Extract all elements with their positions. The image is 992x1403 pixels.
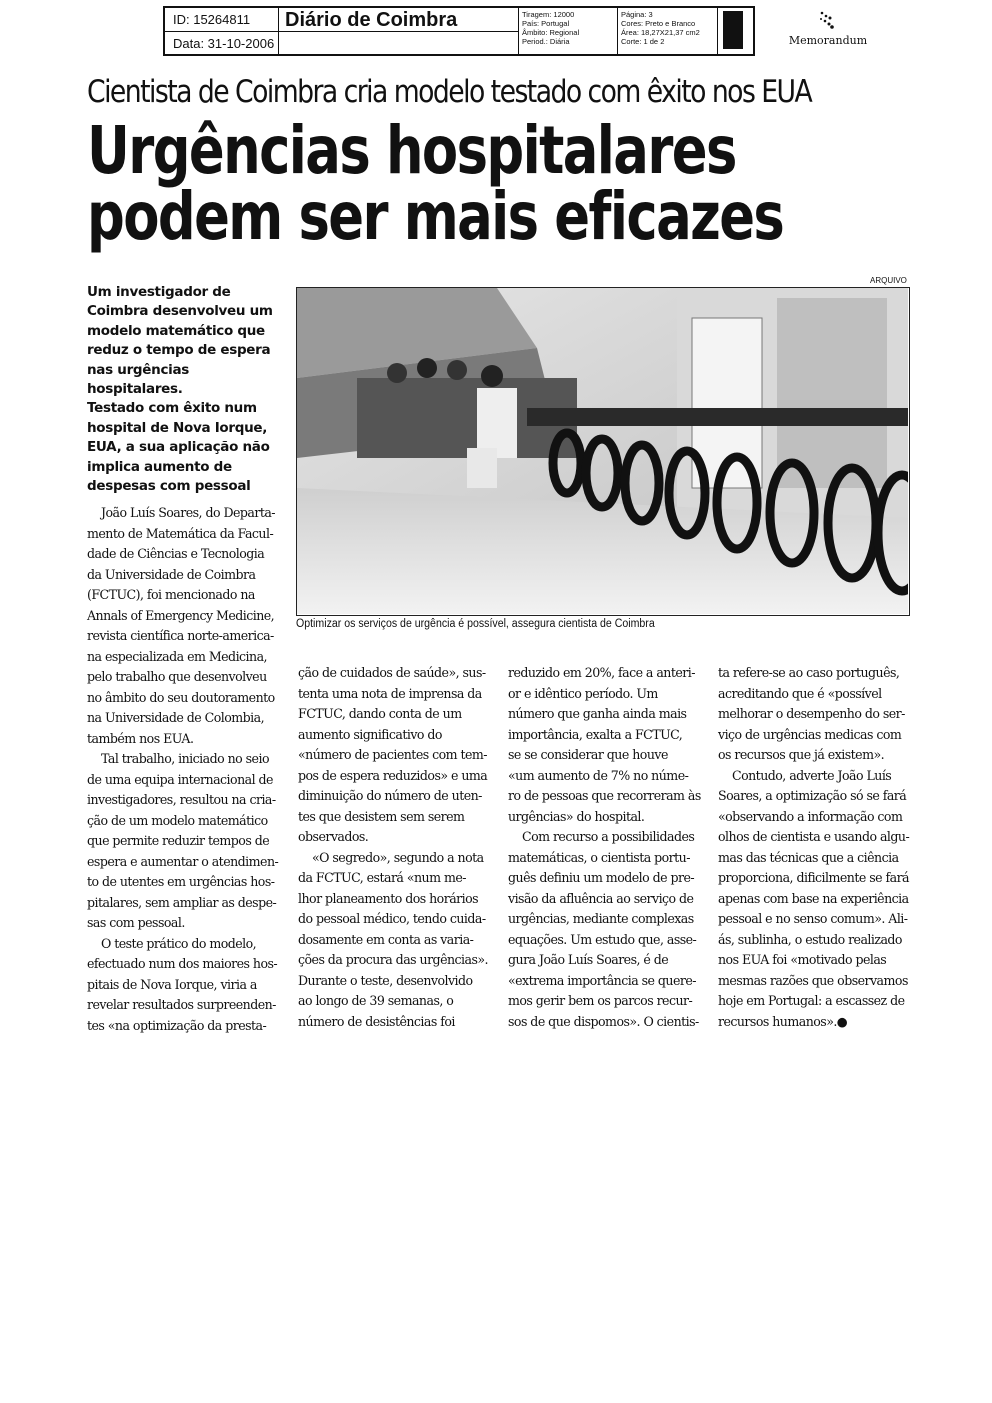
text-line: ás, sublinha, o estudo realizado (718, 931, 902, 947)
text-line: FCTUC, dando conta de um (298, 706, 462, 721)
text-line: apenas com base na experiência (718, 890, 909, 906)
logo-dots-icon (816, 10, 840, 32)
article-photo (296, 287, 910, 616)
text-line: nos EUA foi «motivado pelas (718, 952, 887, 967)
text-line: também nos EUA. (87, 730, 194, 746)
text-line: guês definiu um modelo de pre- (508, 870, 695, 885)
text-line: dosamente em conta as varia- (298, 931, 474, 947)
text-line: «extrema importância se quere- (508, 972, 696, 988)
text-line: Durante o teste, desenvolvido (298, 972, 473, 988)
cores: Cores: Preto e Branco (621, 19, 696, 28)
text-line: gura João Luís Soares, é de (508, 952, 669, 967)
text-line: mas das técnicas que a ciência (718, 849, 899, 865)
text-line: pessoal e no senso comum». Ali- (718, 911, 908, 926)
header-page-info (618, 8, 718, 54)
lead-line: nas urgências hospitalares. (87, 361, 190, 398)
clipping-header (163, 6, 755, 56)
clipping-id: ID: 15264811 (165, 8, 279, 32)
text-line: diminuição do número de uten- (298, 788, 482, 803)
text-line: ao longo de 39 semanas, o (298, 993, 454, 1008)
lead-line: implica aumento de (87, 458, 232, 475)
text-line: João Luís Soares, do Departa- (101, 505, 276, 520)
lead-line: EUA, a sua aplicação não (87, 439, 270, 456)
text-line: ro de pessoas que recorreram às (508, 788, 701, 803)
headline-line: podem ser mais eficazes (87, 178, 784, 255)
publication-name: Diário de Coimbra (279, 8, 519, 32)
text-line: se se considerar que houve (508, 747, 668, 762)
text-line: pitalares, sem ampliar as despe- (87, 894, 277, 910)
body-column-3 (508, 663, 704, 1032)
text-line: ta refere-se ao caso português, (718, 665, 900, 680)
text-line: melhorar o desempenho do ser- (718, 706, 905, 721)
text-line: número que ganha ainda mais (508, 706, 687, 721)
text-line: Contudo, adverte João Luís (732, 767, 892, 783)
header-blank-cell (279, 32, 519, 54)
headline-line: Urgências hospitalares (87, 112, 736, 189)
text-line: investigadores, resultou na cria- (87, 792, 276, 807)
text-line: mos gerir bem os parcos recur- (508, 993, 693, 1008)
logo-label: Memorandum (788, 34, 868, 47)
text-line: do pessoal médico, tendo cuida- (298, 911, 486, 926)
text-line: aumento significativo do (298, 726, 442, 742)
text-line: visão da afluência ao serviço de (508, 890, 694, 906)
text-line: mesmas razões que observamos (718, 972, 908, 988)
body-column-1 (87, 503, 289, 1036)
article-lead (87, 283, 287, 496)
text-line: urgências, mediante complexas (508, 911, 694, 926)
text-line: acreditando que é «possível (718, 685, 882, 701)
text-line: recursos humanos».● (718, 1013, 848, 1029)
text-line: no âmbito do seu doutoramento (87, 689, 275, 705)
text-line: or e idêntico período. Um (508, 685, 658, 701)
text-line: efectuado num dos maiores hos- (87, 956, 278, 971)
header-circulation-info (519, 8, 618, 54)
text-line: ção de um modelo matemático (87, 812, 268, 828)
text-line: espera e aumentar o atendimen- (87, 853, 279, 869)
pagina: Página: 3 (621, 10, 653, 19)
text-line: «um aumento de 7% no núme- (508, 767, 689, 783)
text-line: viço de urgências medicas com (718, 726, 902, 742)
article-headline (87, 112, 784, 255)
corte: Corte: 1 de 2 (621, 37, 665, 46)
text-line: proporciona, dificilmente se fará (718, 870, 909, 885)
text-line: importância, exalta a FCTUC, (508, 726, 683, 742)
text-line: «número de pacientes com tem- (298, 747, 487, 762)
text-line: lhor planeamento dos horários (298, 890, 479, 906)
text-line: Tal trabalho, iniciado no seio (101, 751, 269, 766)
text-line: matemáticas, o cientista portu- (508, 849, 690, 865)
lead-line: hospital de Nova Iorque, (87, 419, 268, 436)
text-line: «O segredo», segundo a nota (312, 849, 484, 865)
lead-line: Um investigador de (87, 284, 231, 300)
text-line: urgências» do hospital. (508, 808, 645, 824)
text-line: O teste prático do modelo, (101, 935, 257, 951)
body-column-2 (298, 663, 494, 1032)
photo-credit: ARQUIVO (870, 276, 907, 285)
text-line: da Universidade de Coimbra (87, 566, 256, 582)
tiragem: Tiragem: 12000 (522, 10, 575, 19)
pais: País: Portugal (522, 19, 570, 28)
text-line: observados. (298, 829, 369, 844)
text-line: os recursos que já existem». (718, 747, 885, 762)
article-kicker: Cientista de Coimbra cria modelo testado com êxito nos EUA (87, 74, 812, 110)
text-line: sos de que dispomos». O cientis- (508, 1013, 699, 1029)
text-line: revista científica norte-america- (87, 628, 274, 643)
text-line: pelo trabalho que desenvolveu (87, 669, 267, 684)
text-line: ções da procura das urgências». (298, 952, 488, 967)
black-marker (723, 11, 743, 49)
text-line: «observando a informação com (718, 808, 903, 824)
lead-line: reduz o tempo de espera (87, 342, 271, 359)
text-line: to de utentes em urgências hos- (87, 874, 275, 889)
text-line: revelar resultados surpreenden- (87, 997, 276, 1012)
text-line: ção de cuidados de saúde», sus- (298, 665, 486, 680)
memorandum-logo (788, 10, 868, 50)
text-line: reduzido em 20%, face a anteri- (508, 665, 695, 680)
text-line: sas com pessoal. (87, 915, 185, 930)
lead-line: modelo matemático que (87, 322, 265, 339)
text-line: na Universidade de Colombia, (87, 710, 265, 725)
text-line: de uma equipa internacional de (87, 771, 273, 787)
text-line: pitais de Nova Iorque, viria a (87, 976, 257, 992)
text-line: hoje em Portugal: a escassez de (718, 993, 905, 1008)
clipping-date: Data: 31-10-2006 (165, 32, 279, 54)
area: Área: 18,27X21,37 cm2 (621, 28, 700, 37)
text-line: pos de espera reduzidos» e uma (298, 767, 488, 783)
text-line: dade de Ciências e Tecnologia (87, 546, 265, 561)
text-line: que permite reduzir tempos de (87, 833, 270, 848)
text-line: tenta uma nota de imprensa da (298, 685, 482, 701)
lead-line: Testado com êxito num (87, 400, 257, 417)
text-line: Annals of Emergency Medicine, (87, 607, 275, 623)
text-line: na especializada em Medicina, (87, 648, 268, 664)
text-line: equações. Um estudo que, asse- (508, 931, 697, 947)
text-line: Soares, a optimização só se fará (718, 788, 907, 803)
periodicidade: Period.: Diária (522, 37, 570, 46)
text-line: (FCTUC), foi mencionado na (87, 587, 255, 602)
ambito: Âmbito: Regional (522, 28, 580, 37)
text-line: olhos de cientista e usando algu- (718, 829, 910, 844)
hospital-waiting-room-image (297, 288, 908, 614)
text-line: número de desistências foi (298, 1013, 455, 1029)
photo-caption: Optimizar os serviços de urgência é possível, assegura cientista de Coimbra (296, 618, 655, 630)
text-line: mento de Matemática da Facul- (87, 525, 274, 541)
lead-line: despesas com pessoal (87, 478, 251, 495)
body-column-4 (718, 663, 914, 1032)
text-line: tes que desistem sem serem (298, 808, 465, 824)
text-line: da FCTUC, estará «num me- (298, 870, 466, 885)
text-line: tes «na optimização da presta- (87, 1017, 267, 1033)
lead-line: Coimbra desenvolveu um (87, 303, 273, 320)
text-line: Com recurso a possibilidades (522, 829, 695, 844)
